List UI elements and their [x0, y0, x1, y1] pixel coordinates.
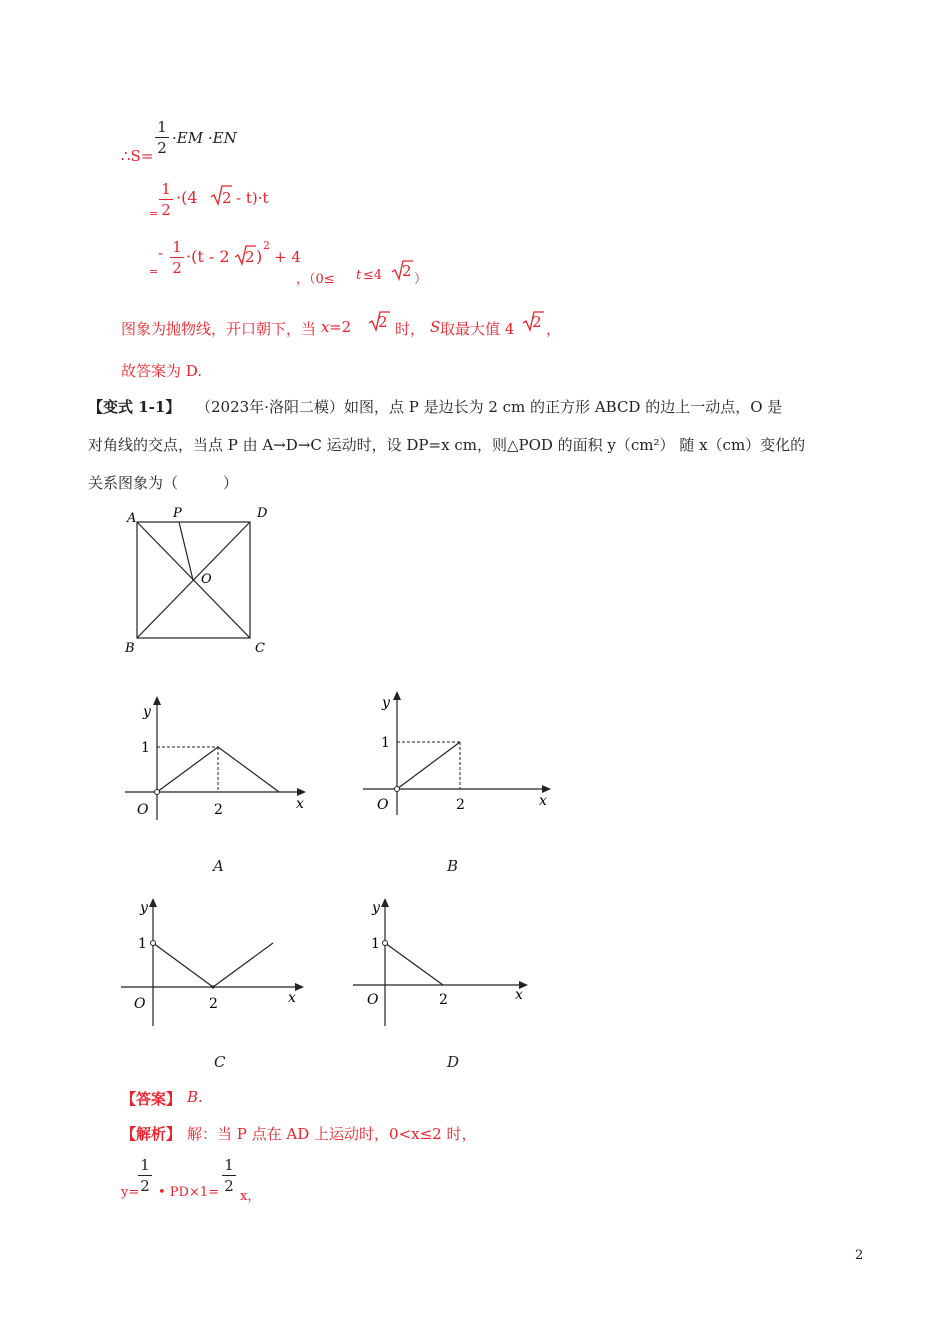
- x-axis-arrow: [542, 785, 551, 793]
- y-axis-arrow: [149, 898, 157, 907]
- expression-part: ·(4: [176, 188, 198, 207]
- vertex-point: [211, 985, 214, 988]
- origin-label: O: [137, 802, 149, 818]
- label-p: P: [173, 506, 182, 521]
- x-axis-arrow: [297, 788, 306, 796]
- problem-tag: 【变式 1-1】: [88, 398, 181, 416]
- range-prefix: ，（0≤: [296, 272, 335, 287]
- graph-line: [397, 742, 460, 789]
- option-b-letter: B: [447, 857, 459, 875]
- segment-po: [179, 522, 193, 580]
- minus-sign: -: [158, 244, 164, 262]
- equals-sign: =: [149, 207, 159, 220]
- problem-line: 关系图象为（ ）: [88, 474, 239, 492]
- formula-part: • PD×1=: [158, 1185, 220, 1200]
- square-figure: [120, 500, 280, 665]
- conclusion-text: =2: [329, 318, 352, 336]
- sqrt-radicand: 2: [402, 262, 412, 280]
- fraction-half: 1 2: [222, 1156, 236, 1195]
- conclusion-text: 时，: [395, 320, 426, 338]
- x-axis-arrow: [295, 983, 304, 991]
- conclusion-text: 图象为抛物线，开口朝下，当: [121, 320, 317, 338]
- sqrt-radicand: 2: [245, 248, 255, 266]
- problem-line: 对角线的交点，当点 P 由 A→D→C 运动时，设 DP=x cm，则△POD 的面积 y（cm²） 随 x（cm）变化的: [88, 436, 806, 454]
- y-label: y: [382, 695, 390, 711]
- expression-part: + 4: [274, 248, 301, 266]
- range-t: t: [356, 268, 362, 283]
- analysis-text: 解：当 P 点在 AD 上运动时，0<x≤2 时，: [187, 1125, 477, 1143]
- y-tick-label: 1: [381, 735, 390, 751]
- expression-part: - t)·t: [236, 189, 269, 207]
- y-label: y: [372, 900, 380, 916]
- label-b: B: [125, 641, 135, 656]
- open-point: [151, 941, 156, 946]
- expression-part: ): [256, 247, 263, 266]
- y-axis-arrow: [381, 898, 389, 907]
- x-tick-label: 2: [214, 802, 223, 818]
- open-origin-point: [395, 787, 400, 792]
- equals-sign: =: [149, 265, 159, 278]
- y-label: y: [140, 900, 148, 916]
- fraction-half: 1 2: [138, 1156, 152, 1195]
- y-label: y: [143, 704, 151, 720]
- conclusion-text: ，: [546, 320, 562, 338]
- open-origin-point: [155, 790, 160, 795]
- fraction-half: 1 2: [155, 118, 169, 157]
- open-point: [383, 941, 388, 946]
- fraction-half: 1 2: [159, 180, 173, 219]
- x-label: x: [515, 987, 523, 1003]
- expression-part: ·(t - 2: [186, 247, 230, 266]
- exponent: 2: [263, 239, 270, 252]
- problem-line: （2023年·洛阳二模）如图，点 P 是边长为 2 cm 的正方形 ABCD 的边上一动点，O 是: [196, 398, 783, 416]
- conclusion-text: 取最大值 4: [440, 320, 515, 338]
- x-tick-label: 2: [209, 996, 218, 1012]
- y-tick-label: 1: [141, 740, 150, 756]
- y-axis-arrow: [393, 691, 401, 700]
- option-a-letter: A: [213, 857, 224, 875]
- x-label: x: [296, 796, 304, 812]
- option-c-graph: [118, 890, 318, 1030]
- range-middle: ≤4: [363, 268, 383, 283]
- fraction-half: 1 2: [170, 238, 184, 277]
- graph-line: [153, 943, 273, 987]
- sqrt-radicand: 2: [378, 313, 388, 331]
- x-tick-label: 2: [456, 797, 465, 813]
- option-b-graph: [360, 685, 560, 820]
- sqrt-radicand: 2: [222, 189, 232, 207]
- y-tick-label: 1: [138, 936, 147, 952]
- graph-line: [385, 943, 443, 985]
- analysis-label: 【解析】: [121, 1125, 182, 1143]
- page-number: 2: [855, 1248, 864, 1263]
- option-c-letter: C: [214, 1053, 226, 1071]
- range-suffix: ）: [414, 272, 428, 287]
- option-d-graph: [350, 890, 550, 1030]
- em-en-product: ·EM ·EN: [172, 129, 237, 147]
- label-o: O: [201, 572, 212, 587]
- label-a: A: [127, 511, 137, 526]
- y-axis-arrow: [153, 696, 161, 705]
- var-x: x: [321, 318, 330, 336]
- x-label: x: [288, 990, 296, 1006]
- label-d: D: [257, 506, 268, 521]
- origin-label: O: [377, 797, 389, 813]
- formula-part: x，: [240, 1189, 261, 1204]
- x-label: x: [539, 793, 547, 809]
- origin-label: O: [367, 992, 379, 1008]
- var-s: S: [430, 318, 441, 336]
- answer-statement: 故答案为 D.: [121, 362, 203, 380]
- sqrt-radicand: 2: [532, 313, 542, 331]
- therefore-s: ∴S=: [121, 147, 154, 165]
- formula-part: y=: [121, 1185, 140, 1200]
- option-d-letter: D: [447, 1053, 460, 1071]
- x-tick-label: 2: [439, 992, 448, 1008]
- option-a-graph: [120, 690, 320, 825]
- origin-label: O: [134, 996, 146, 1012]
- label-c: C: [255, 641, 265, 656]
- y-tick-label: 1: [371, 936, 380, 952]
- answer-value: B.: [187, 1088, 203, 1106]
- answer-label: 【答案】: [121, 1090, 182, 1108]
